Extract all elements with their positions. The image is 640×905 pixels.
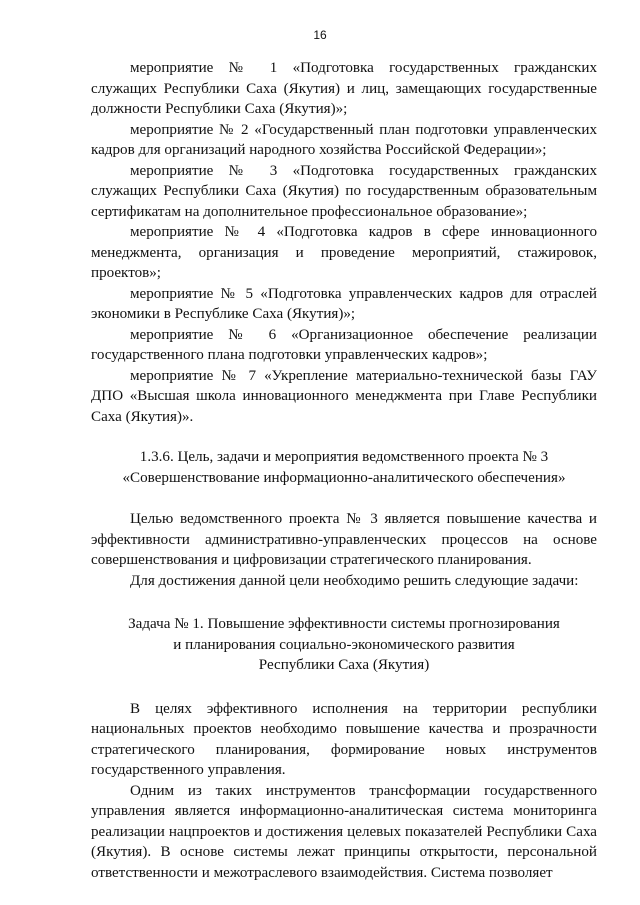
measure-item-7: мероприятие № 7 «Укрепление материально-технической базы ГАУ ДПО «Высшая школа инновационного менеджмента при Главе Республики Саха (Якутия)».	[91, 367, 597, 425]
measure-item-4: мероприятие № 4 «Подготовка кадров в сфере инновационного менеджмента, организация и проведение мероприятий, стажировок, проектов»;	[91, 224, 597, 281]
goal-paragraph: Целью ведомственного проекта № 3 является повышение качества и эффективности административно-управленческих процессов на основе совершенствования и цифровизации стратегического планирования.	[91, 511, 597, 568]
section-heading-line-1: 1.3.6. Цель, задачи и мероприятия ведомственного проекта № 3	[139, 449, 549, 465]
page-number: 16	[313, 28, 327, 42]
tasks-intro: Для достижения данной цели необходимо решить следующие задачи:	[130, 572, 579, 589]
section-heading-line-2: «Совершенствование информационно-аналитического обеспечения»	[122, 469, 566, 486]
task-heading-line-2: и планирования социально-экономического развития	[173, 636, 515, 653]
page-content	[91, 58, 597, 883]
measure-item-5: мероприятие № 5 «Подготовка управленческих кадров для отраслей экономики в Республике Саха (Якутия)»;	[91, 285, 597, 322]
measure-item-6: мероприятие № 6 «Организационное обеспечение реализации государственного плана подготовки управленческих кадров»;	[91, 326, 597, 363]
body-paragraph-2: Одним из таких инструментов трансформации государственного управления является информационно-аналитическая система мониторинга реализации нацпроектов и достижения целевых показателей Республики Саха (Якутия). В основе системы лежат принципы открытости, персональной ответственности и межотраслевого взаимодействия. Система позволяет	[91, 782, 597, 881]
task-heading-line-3: Республики Саха (Якутия)	[258, 657, 430, 673]
measure-item-1: мероприятие № 1 «Подготовка государственных гражданских служащих Республики Саха (Якутия) и лиц, замещающих государственные должности Республики Саха (Якутия)»;	[91, 60, 597, 117]
measure-item-2: мероприятие № 2 «Государственный план подготовки управленческих кадров для организаций народного хозяйства Российской Федерации»;	[91, 121, 597, 158]
measure-item-3: мероприятие № 3 «Подготовка государственных гражданских служащих Республики Саха (Якутия) по государственным образовательным сертификатам на дополнительное профессиональное образование»;	[91, 162, 597, 220]
task-heading-line-1: Задача № 1. Повышение эффективности системы прогнозирования	[128, 616, 560, 632]
body-paragraph-1: В целях эффективного исполнения на территории республики национальных проектов необходимо повышение качества и прозрачности стратегического планирования, формирование новых инструментов государственного управления.	[91, 700, 597, 778]
